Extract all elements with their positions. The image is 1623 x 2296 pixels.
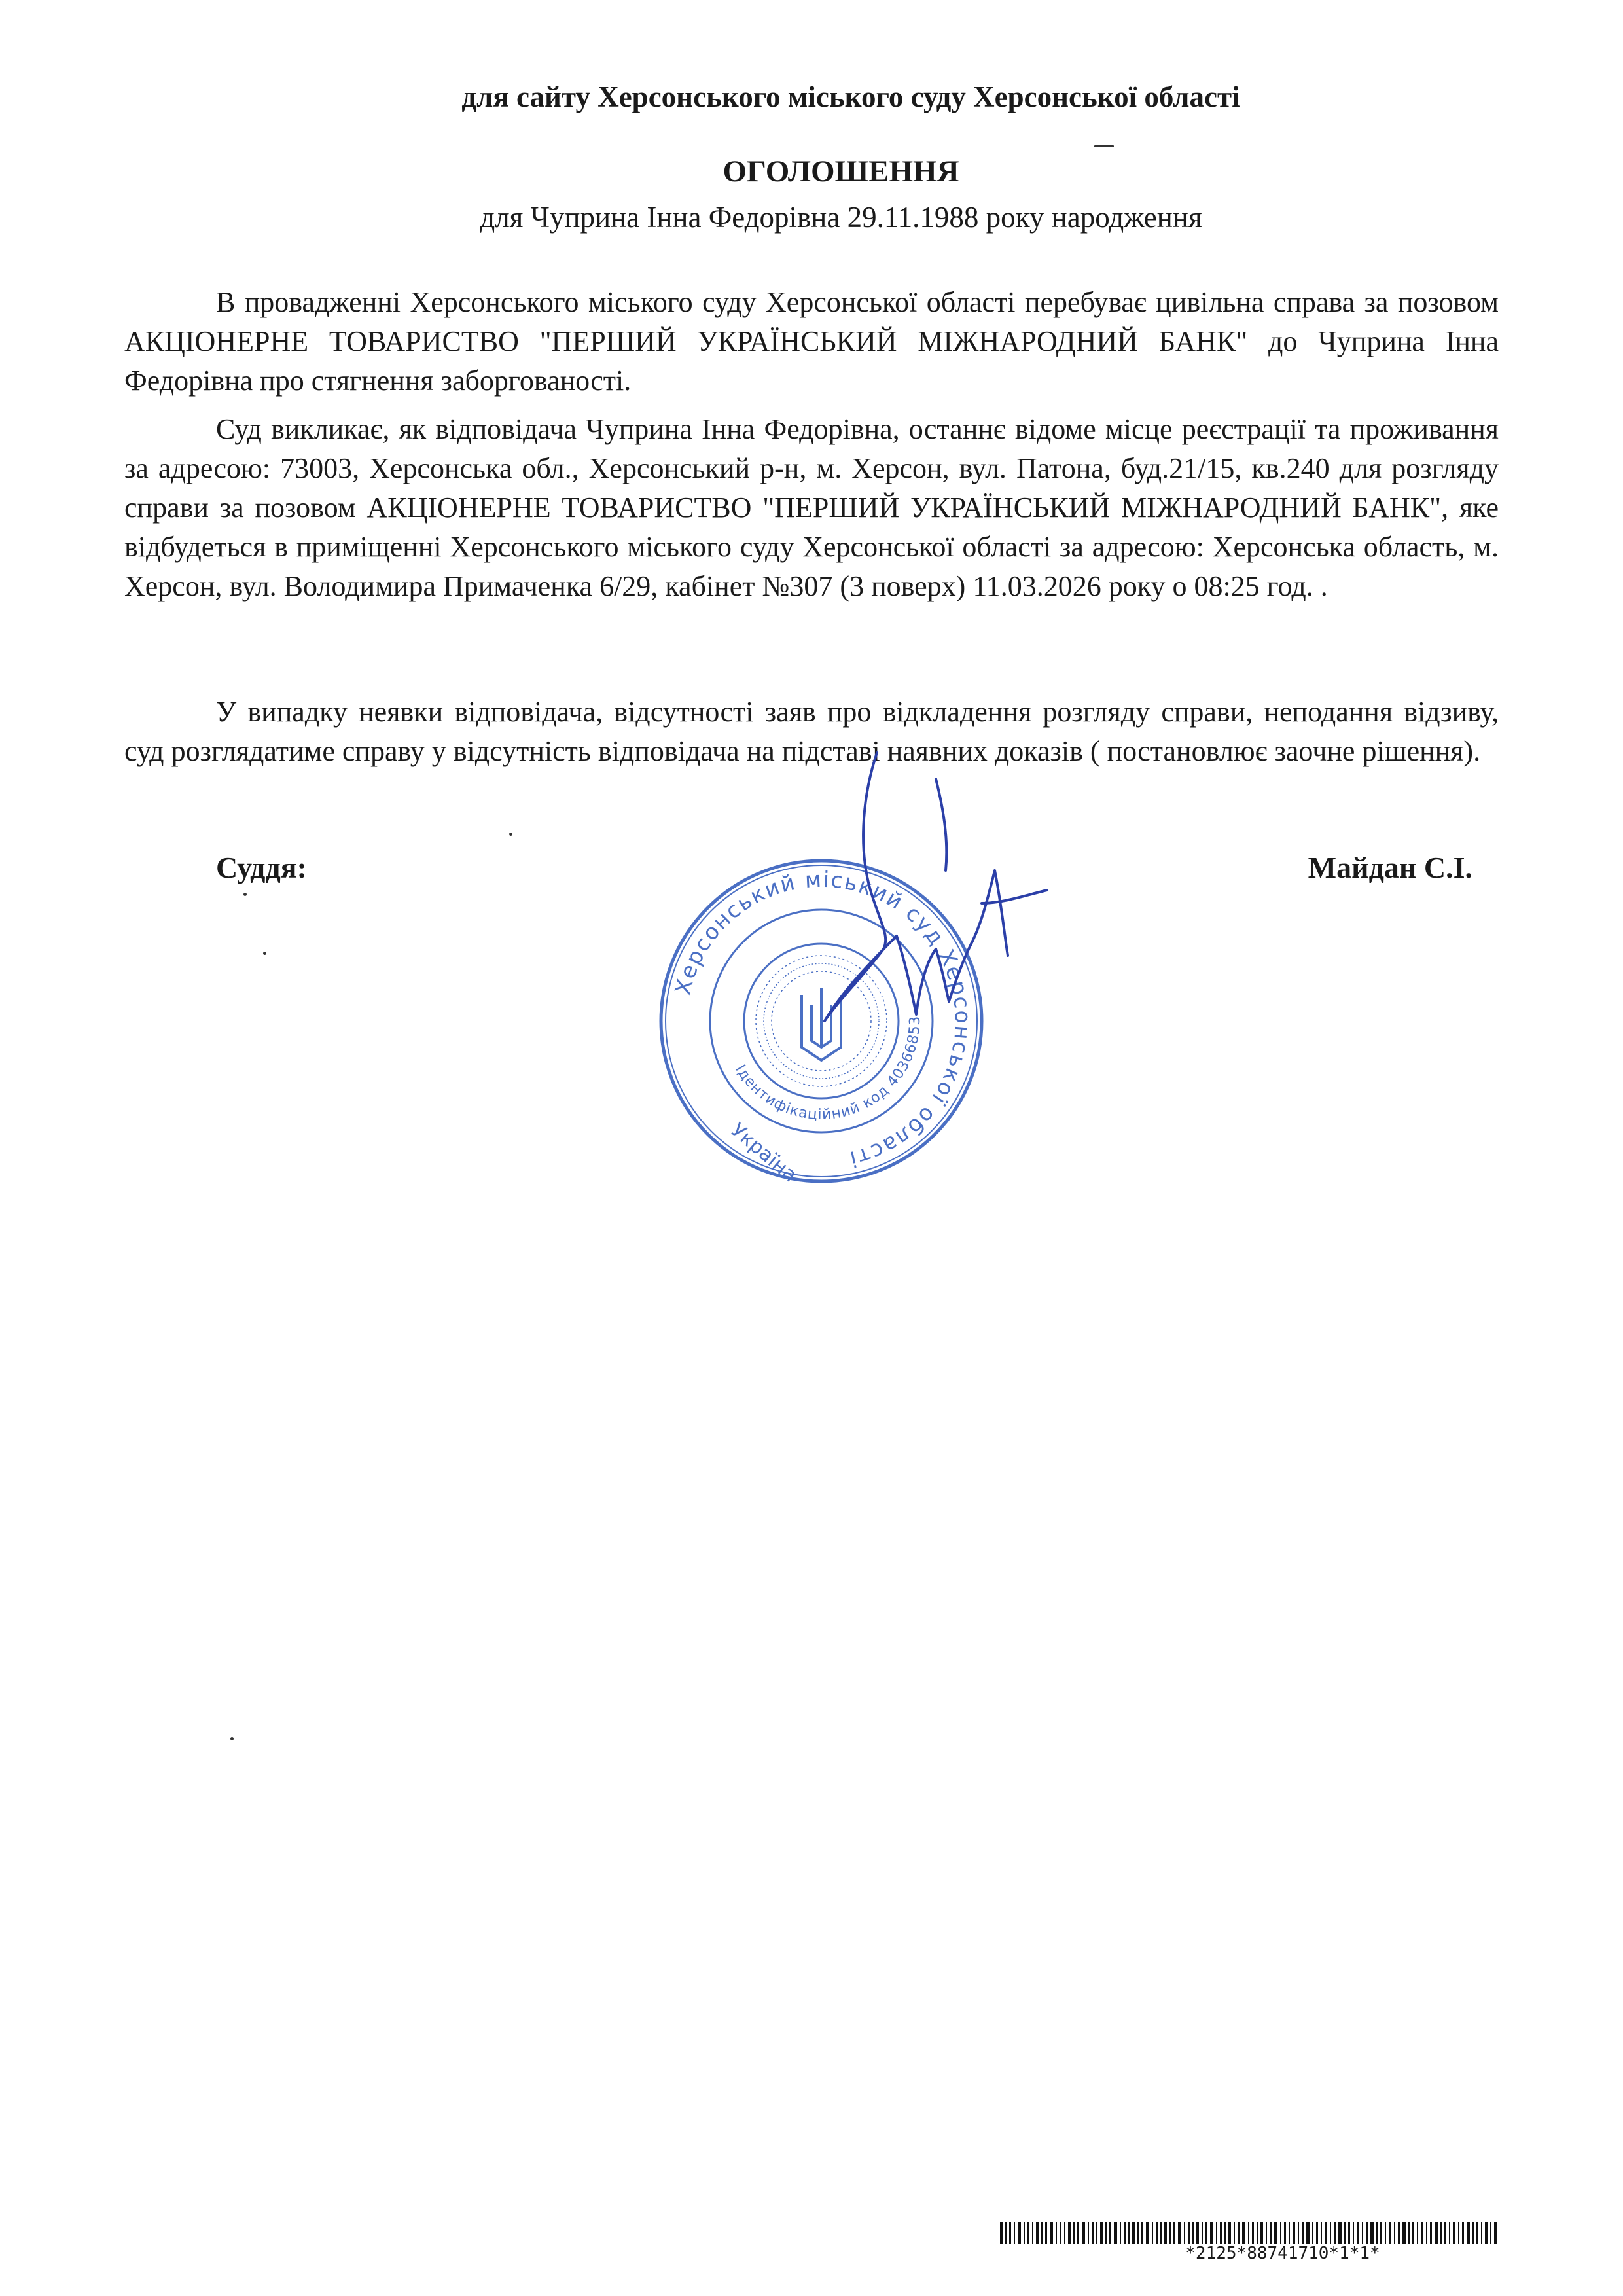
barcode (1000, 2222, 1497, 2244)
paragraph-default-judgment: У випадку неявки відповідача, відсутності заяв про відкладення розгляду справи, неподання відзиву, суд розглядатиме справу у відсутність відповідача на підставі наявних доказів ( постановлює заочне рішення). (124, 696, 1499, 767)
notice-title: ОГОЛОШЕННЯ (722, 154, 959, 188)
scan-speck (1094, 145, 1114, 147)
site-header: для сайту Херсонського міського суду Херсонської області (461, 81, 1240, 113)
judge-label: Суддя: (216, 851, 307, 884)
stamp-outer-text: Херсонський міський суд Херсонської області (669, 866, 976, 1173)
judge-name: Майдан С.І. (1308, 851, 1472, 884)
paragraph-summons: Суд викликає, як відповідача Чуприна Інна Федорівна, останнє відоме місце реєстрації та проживання за адресою: 73003, Херсонська обл., Херсонський р-н, м. Херсон, вул. Патона, буд.21/15, кв.240 для розгляду справи за позовом АКЦІОНЕРНЕ ТОВАРИСТВО "ПЕРШИЙ УКРАЇНСЬКИЙ МІЖНАРОДНИЙ БАНК", яке відбудеться в приміщенні Херсонського міського суду Херсонської області за адресою: Херсонська область, м. Херсон, вул. Володимира Примаченка 6/29, кабінет №307 (3 поверх) 11.03.2026 року о 08:25 год. . (124, 413, 1499, 602)
notice-subtitle: для Чуприна Інна Федорівна 29.11.1988 року народження (480, 201, 1202, 234)
scan-speck (243, 893, 247, 896)
stamp-inner-text: Ідентифікаційний код 40366853 (732, 1015, 924, 1124)
scan-speck (230, 1737, 234, 1740)
stamp-country-text: Україна (726, 1119, 802, 1187)
paragraph-case-info: В провадженні Херсонського міського суду Херсонської області перебуває цивільна справа за позовом АКЦІОНЕРНЕ ТОВАРИСТВО "ПЕРШИЙ УКРАЇНСЬКИЙ МІЖНАРОДНИЙ БАНК" до Чуприна Інна Федорівна про стягнення заборгованості. (124, 286, 1499, 397)
scan-speck (509, 833, 512, 836)
barcode-text: *2125*88741710*1*1* (1185, 2244, 1380, 2263)
judge-signature (785, 740, 1060, 1080)
scan-speck (263, 952, 266, 955)
